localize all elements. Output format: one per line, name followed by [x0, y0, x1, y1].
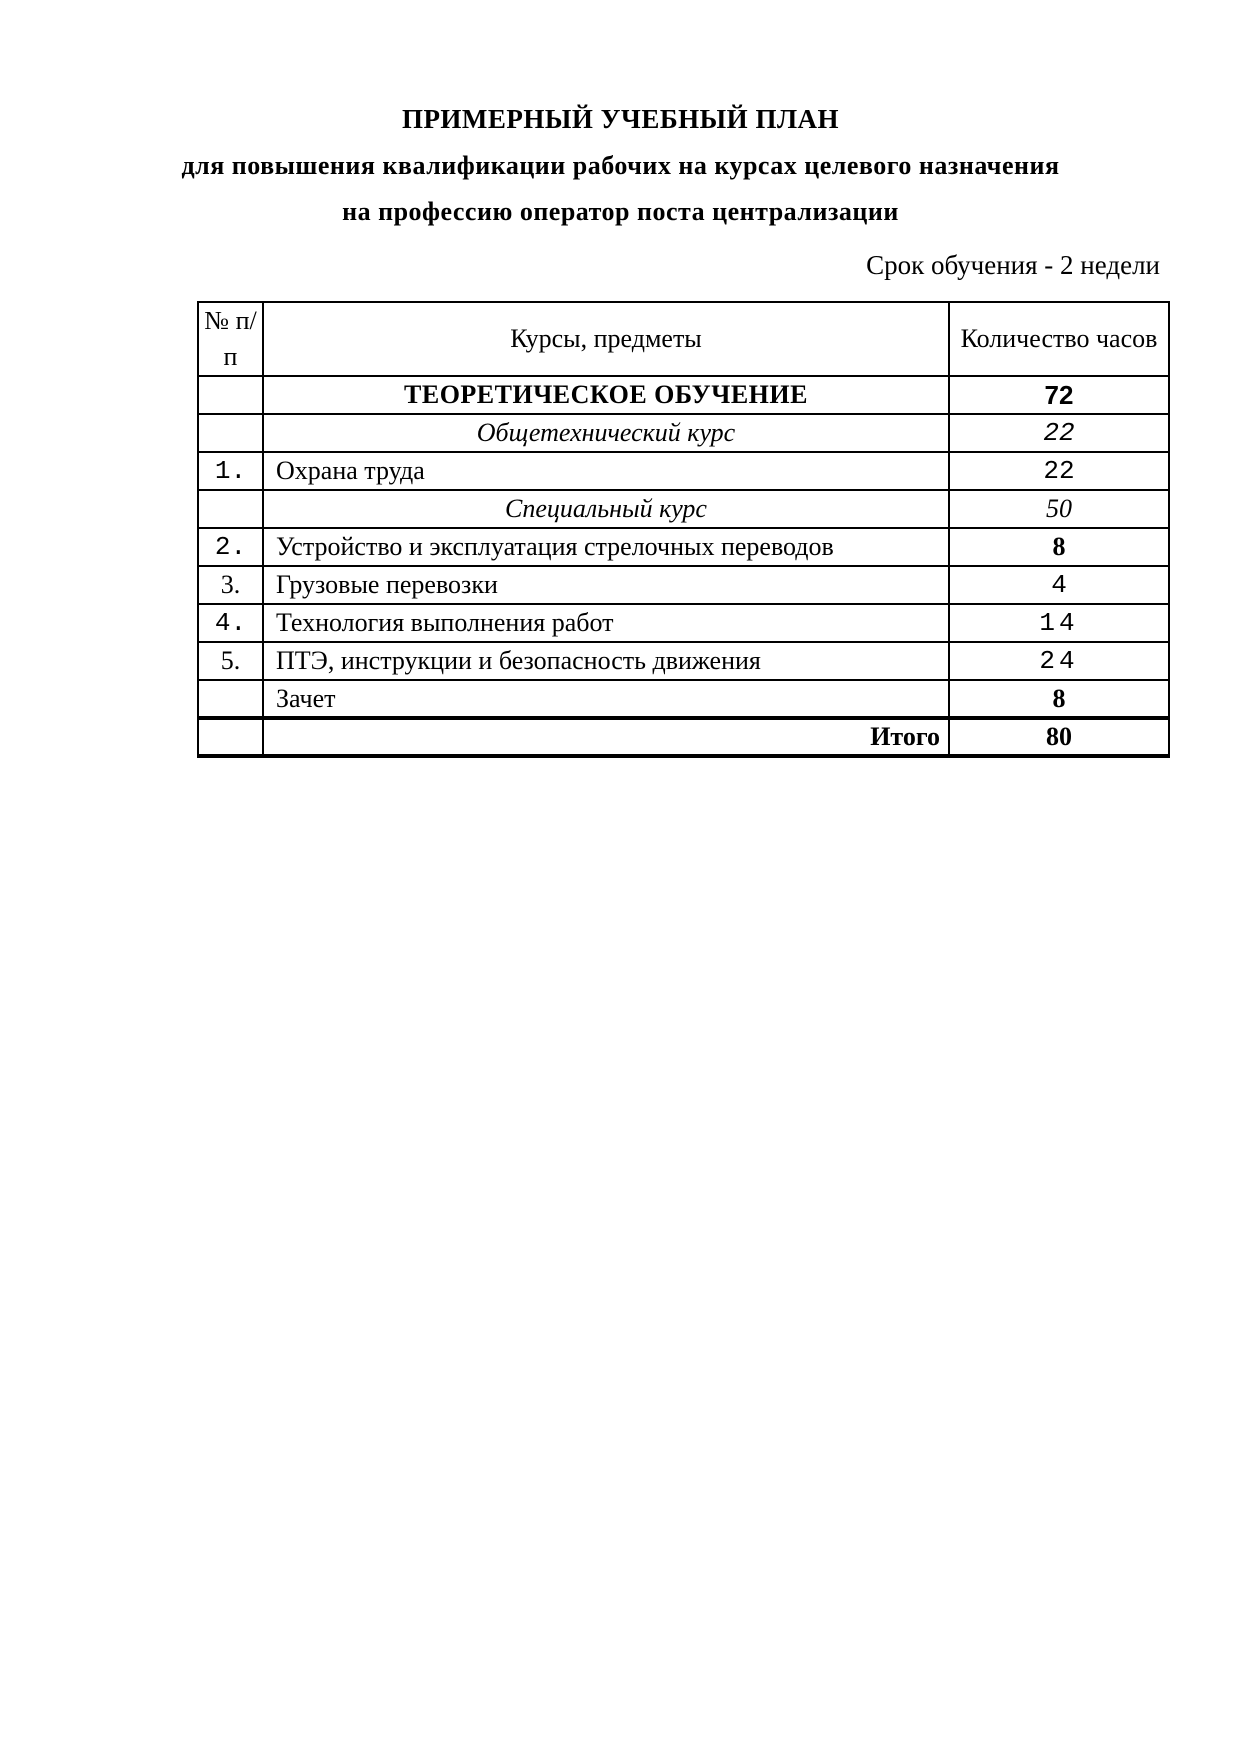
table-row-2	[198, 528, 1169, 566]
header-hours: Количество часов	[949, 302, 1169, 376]
subject-cell: Охрана труда	[263, 452, 949, 490]
subject-cell: ПТЭ, инструкции и безопасность движения	[263, 642, 949, 680]
header-subject: Курсы, предметы	[263, 302, 949, 376]
table-row-3	[198, 566, 1169, 604]
hours-cell: 14	[949, 604, 1169, 642]
row-number-cell: 4.	[198, 604, 263, 642]
row-number-cell: 1.	[198, 452, 263, 490]
hours-cell: 72	[949, 376, 1169, 414]
row-number-cell	[198, 376, 263, 414]
hours-cell: 8	[949, 680, 1169, 718]
row-number-cell: 2.	[198, 528, 263, 566]
table-row-4	[198, 604, 1169, 642]
total-hours-cell: 80	[949, 718, 1169, 756]
table-row-total	[198, 718, 1169, 756]
hours-cell: 22	[949, 452, 1169, 490]
total-label-cell: Итого	[263, 718, 949, 756]
row-number-cell: 5.	[198, 642, 263, 680]
hours-cell: 24	[949, 642, 1169, 680]
table-row-credit-test	[198, 680, 1169, 718]
hours-cell: 22	[949, 414, 1169, 452]
table-row-theory-total	[198, 376, 1169, 414]
row-number-cell: 3.	[198, 566, 263, 604]
header-num: № п/п	[198, 302, 263, 376]
table-row-1	[198, 452, 1169, 490]
hours-cell: 4	[949, 566, 1169, 604]
hours-cell: 8	[949, 528, 1169, 566]
subject-cell: Зачет	[263, 680, 949, 718]
row-number-cell	[198, 680, 263, 718]
subject-cell: Грузовые перевозки	[263, 566, 949, 604]
row-number-cell	[198, 414, 263, 452]
subject-cell: Устройство и эксплуатация стрелочных переводов	[263, 528, 949, 566]
row-number-cell	[198, 718, 263, 756]
table-row-5	[198, 642, 1169, 680]
page-title: ПРИМЕРНЫЙ УЧЕБНЫЙ ПЛАН	[401, 104, 840, 134]
subject-cell: Технология выполнения работ	[263, 604, 949, 642]
hours-cell: 50	[949, 490, 1169, 528]
page-subtitle-line1: для повышения квалификации рабочих на курсах целевого назначения	[181, 151, 1060, 180]
subject-cell: Общетехнический курс	[263, 414, 949, 452]
subject-cell: ТЕОРЕТИЧЕСКОЕ ОБУЧЕНИЕ	[263, 376, 949, 414]
subject-cell: Специальный курс	[263, 490, 949, 528]
curriculum-table	[197, 301, 1170, 758]
row-number-cell	[198, 490, 263, 528]
table-row-general-course	[198, 414, 1169, 452]
duration-note: Срок обучения - 2 недели	[866, 250, 1160, 280]
page-subtitle-line2: на профессию оператор поста централизации	[342, 197, 899, 226]
table-row-special-course	[198, 490, 1169, 528]
table-header-row	[198, 302, 1169, 376]
